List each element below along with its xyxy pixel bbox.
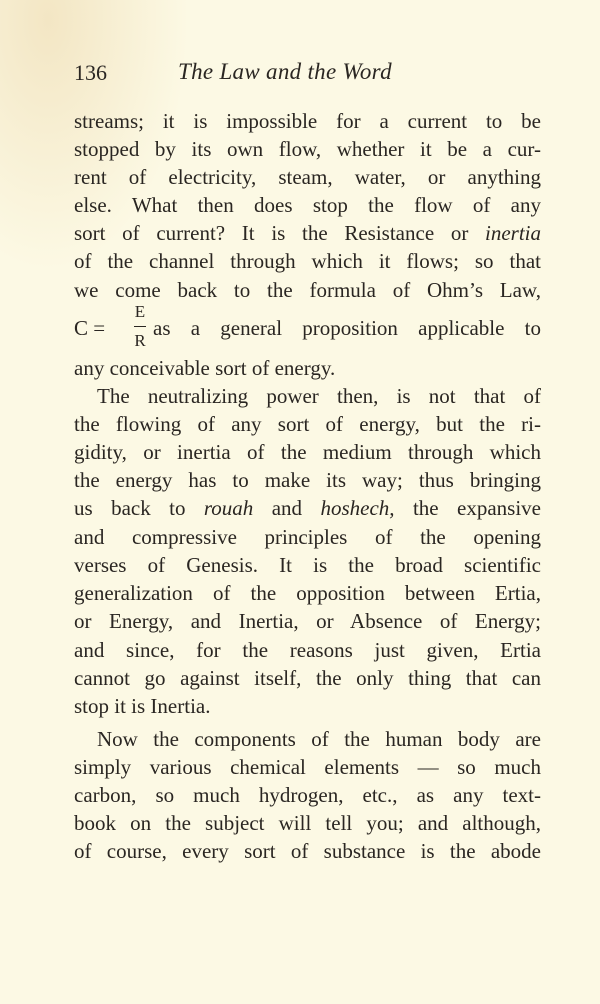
text-line: [74, 753, 541, 781]
text-segment: and compressive principles of the opening: [74, 525, 541, 549]
italic-text: inertia: [485, 221, 541, 245]
text-segment: the expansive: [394, 496, 542, 520]
text-segment: book on the subject will tell you; and although,: [74, 811, 541, 835]
fraction-bar: [134, 326, 146, 327]
ohms-law-formula: [74, 303, 541, 359]
text-segment: gidity, or inertia of the medium through which: [74, 440, 541, 464]
text-segment: stop it is Inertia.: [74, 694, 211, 718]
text-segment: and since, for the reasons just given, Ertia: [74, 638, 541, 662]
page-number: 136: [74, 60, 107, 85]
text-line: [74, 837, 541, 865]
text-line: [74, 191, 541, 219]
text-segment: any conceivable sort of energy.: [74, 356, 336, 380]
text-segment: us back to: [74, 496, 204, 520]
text-line: [74, 163, 541, 191]
text-line: [74, 636, 541, 664]
text-segment: Now the components of the human body are: [97, 727, 541, 751]
text-line: [74, 247, 541, 275]
text-segment: streams; it is impossible for a current to be: [74, 109, 541, 133]
text-segment: The neutralizing power then, is not that of: [97, 384, 541, 408]
text-segment: of course, every sort of substance is the abode: [74, 839, 541, 863]
formula-fraction: [132, 303, 148, 349]
text-segment: carbon, so much hydrogen, etc., as any text-: [74, 783, 541, 807]
running-title: The Law and the Word: [178, 59, 392, 84]
text-line: [74, 438, 541, 466]
text-line: [74, 781, 541, 809]
text-line: [74, 692, 541, 720]
italic-text: rouah: [203, 496, 254, 520]
text-line: [74, 135, 541, 163]
italic-text: hoshech,: [320, 496, 395, 520]
text-line: [74, 494, 541, 522]
text-line: [74, 410, 541, 438]
formula-text: as a general proposition applicable to: [153, 316, 541, 340]
text-segment: of the channel through which it flows; so that: [74, 249, 541, 273]
text-line: [74, 664, 541, 692]
formula-numerator: E: [134, 302, 146, 321]
text-line: [74, 354, 541, 382]
text-line: [74, 551, 541, 579]
text-line: [97, 725, 541, 753]
formula-denominator: R: [134, 331, 146, 350]
text-segment: and: [253, 496, 321, 520]
text-segment: sort of current? It is the Resistance or: [74, 221, 485, 245]
text-segment: generalization of the opposition between Ertia,: [74, 581, 541, 605]
text-line: [74, 466, 541, 494]
text-segment: stopped by its own flow, whether it be a cur-: [74, 137, 541, 161]
text-line: [74, 809, 541, 837]
text-segment: cannot go against itself, the only thing that can: [74, 666, 541, 690]
text-line: [74, 579, 541, 607]
text-segment: the energy has to make its way; thus bringing: [74, 468, 541, 492]
text-segment: else. What then does stop the flow of any: [74, 193, 541, 217]
text-segment: or Energy, and Inertia, or Absence of Energy;: [74, 609, 541, 633]
text-segment: rent of electricity, steam, water, or anything: [74, 165, 541, 189]
text-line: [74, 523, 541, 551]
text-segment: simply various chemical elements — so much: [74, 755, 541, 779]
text-line: [74, 607, 541, 635]
text-line: [74, 219, 541, 247]
text-segment: verses of Genesis. It is the broad scientific: [74, 553, 541, 577]
text-segment: we come back to the formula of Ohm’s Law,: [74, 278, 541, 302]
formula-lhs: C =: [74, 316, 106, 340]
text-segment: the flowing of any sort of energy, but the ri-: [74, 412, 541, 436]
text-line: [97, 382, 541, 410]
text-line: [74, 276, 541, 304]
text-line: [74, 107, 541, 135]
